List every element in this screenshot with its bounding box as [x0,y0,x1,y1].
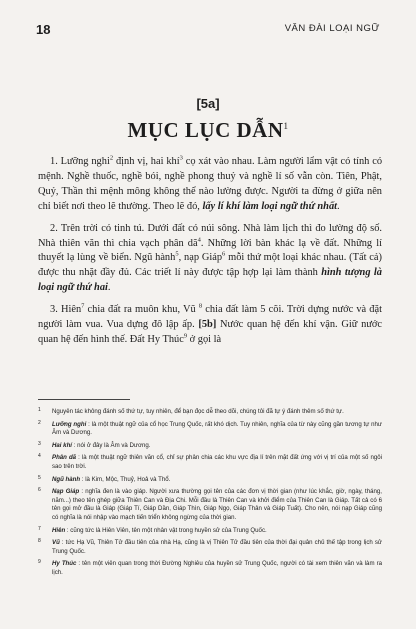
footnote-term: Vũ [52,539,60,547]
footnote-term: Lưỡng nghi [52,420,87,428]
footnote-number: 5 [38,474,41,481]
footnote-term: Ngũ hành [52,475,81,483]
chapter-title [0,118,416,143]
text-run: Nước quan hệ đến khí vận. Giữ nước quan hệ đến hình thế. Đất Hy Thúc [38,319,382,345]
running-head: VĂN ĐÀI LOẠI NGỮ [284,23,380,34]
footnote [38,476,382,485]
footnote-number: 7 [38,525,41,532]
footnote-ref: 7 [81,302,85,310]
paragraph [38,303,382,348]
footnote-text: : nghĩa đen là vào giáp. Người xưa thường gọi tên của các đơn vị thời gian (như lúc khắc, giờ, ngày, tháng, năm...) theo tên ghép giữa Thiên Can và Địa Chi. Mỗi đầu là Thiên Can và khởi điểm của Thiên Can là Giáp. Tất cả có 6 tên gọi mở đầu là Giáp (Giáp Tí, Giáp Dần, Giáp Thìn, Giáp Ngọ, Giáp Thân và Giáp Tuất). Cho nên, nói nạp Giáp cũng có nghĩa là nói nhập vào mạch tiến triển không ngừng của thời gian. [52,488,382,521]
footnote-term: Hy Thúc [52,560,77,568]
footnote-number: 4 [38,453,41,460]
body-text [38,155,382,355]
text-run: 3. Hiên [50,304,82,316]
footnote-number: 8 [38,538,41,545]
footnote-term: Hiên [52,526,66,534]
text-run: hình tượng là loại ngữ thứ hai [38,267,382,294]
text-run: lấy lí khí làm loại ngữ thứ nhất [202,200,338,212]
text-run: , nạp Giáp [178,252,223,264]
footnote-ref: 2 [109,154,114,162]
footnote [38,488,382,522]
footnote-text: : cũng tức là Hiên Viên, tên một nhân vật trong huyền sử của Trung Quốc. [65,526,267,534]
footnote [38,454,382,471]
footnote-rule [38,399,130,400]
text-run: . [107,282,111,294]
section-mark: [5a] [196,96,220,111]
text-run: chia đất làm 5 cõi. Trời dựng nước và đặt người làm vua. Vua dựng đô lập ấp. [38,304,382,331]
footnote-term: Hai khí [52,441,72,449]
text-run: 2. Trên trời có tinh tú. Dưới đất có núi sông. Nhà làm lịch thì đo lường độ số. Nhà thiên văn thì chia vạch phân dã [38,222,382,249]
footnote-ref: 5 [175,250,179,258]
footnote-text: : tên một viên quan trong thời Đường Nghiêu của huyền sử Trung Quốc, người có tài xem thiên văn và làm ra lịch. [52,560,382,576]
footnote-number: 1 [38,407,41,413]
footnote [38,539,382,556]
footnote-text: : tức Hạ Vũ, Thiên Tử đầu tiên của nhà Hạ, cũng là vị Thiên Tử đầu tiên của thời đại quân chủ thế tập trong lịch sử Trung Quốc. [52,539,382,555]
text-run: ở gọi là [187,333,222,345]
page-number: 18 [36,22,51,37]
footnote-term: Phân dã [52,454,77,462]
footnote-text: : là Kim, Mộc, Thuỷ, Hoả và Thổ. [80,475,171,483]
text-run: cọ xát vào nhau. Làm người lẩm vật có tính có mệnh. Nghề thuốc, nghề bói, nghề phong thuỷ và nghề lí số vẫn còn. Tiên, Phật, Quỷ, Thần thì mệnh mông không thể nào lường được. Người ta đừng ở giữa nên chỉ biết nơi theo lẽ thường. Theo lẽ đó, [38,156,383,212]
footnote-text: : là một thuật ngữ thiên văn cổ, chỉ sự phân chia các khu vực địa lí trên mặt đất ứng với vị trí của một số ngôi sao trên trời. [52,454,383,470]
text-run: chia đất ra muôn khu, Vũ [84,304,199,316]
footnote-text: : nói ở đây là Âm và Dương. [71,441,151,449]
footnote-ref: 6 [222,250,226,258]
footnote-ref: 4 [197,236,201,244]
chapter-title-text: MỤC LỤC DẪN [127,118,284,142]
footnote-ref: 9 [183,332,188,340]
paragraph [38,155,382,215]
text-run: [5b] [198,319,217,331]
footnote-ref: 3 [179,154,183,162]
footnote-number: 3 [38,440,41,447]
paragraph [38,222,382,297]
footnotes [38,408,382,582]
footnote-number: 6 [38,487,41,494]
footnote [38,421,382,438]
footnote [38,408,382,417]
footnote [38,442,382,451]
footnote-number: 9 [38,559,41,566]
text-run: 1. Lưỡng nghi [50,156,110,167]
footnote-text: : là một thuật ngữ của cổ học Trung Quốc, rất khó dịch. Tuy nhiên, nghĩa của từ này cũng gần tương tự như Âm và Dương. [52,420,382,437]
page-header [36,22,380,36]
footnote [38,527,382,536]
text-run: mỗi thứ một loại khác nhau. (Tất cả) được thu nhặt đầy đủ. Các triết lí này được tập hợp lại làm thành [38,252,382,279]
footnote-ref: 8 [198,302,203,310]
text-run: định vị, hai khí [113,156,180,167]
footnote-text: Nguyên tác không đánh số thứ tự, tuy nhiên, để bạn đọc dễ theo dõi, chúng tôi đã tự ý đánh thêm số thứ tự. [52,408,344,415]
text-run: . Những lời bàn khác lạ về đất. Những lí thuyết lạ lùng về biển. Ngũ hành [38,237,382,264]
footnote-number: 2 [38,419,41,426]
text-run: . [337,200,340,212]
chapter-title-note-ref: 1 [283,121,289,131]
footnote [38,560,382,577]
footnote-term: Nạp Giáp [52,488,80,496]
